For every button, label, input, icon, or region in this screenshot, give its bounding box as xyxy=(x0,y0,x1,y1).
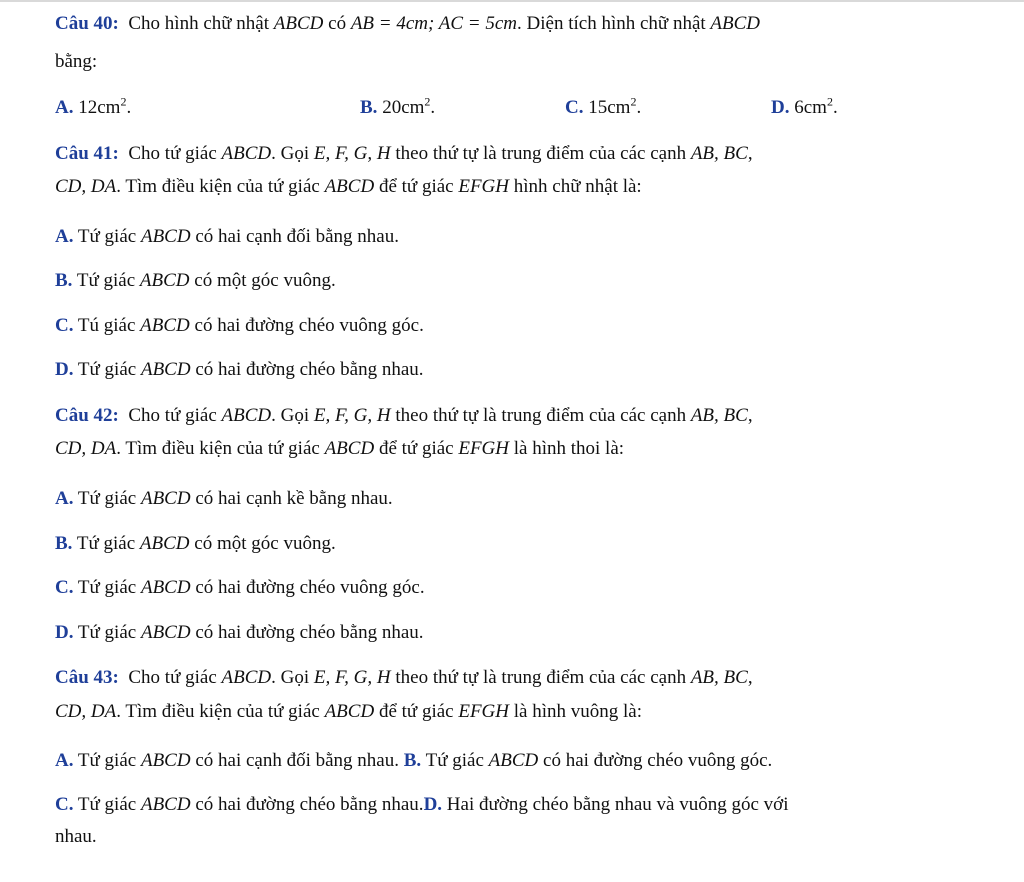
q43-option-c xyxy=(55,794,424,815)
q41-text: , xyxy=(747,143,753,164)
q41-option-a xyxy=(55,225,399,249)
option-label: A. xyxy=(55,488,74,509)
option-label: C. xyxy=(565,97,584,118)
option-label: C. xyxy=(55,577,74,598)
q42-number: Câu 42: xyxy=(55,405,119,426)
q42-option-c xyxy=(55,576,425,600)
q43-math: AB, BC xyxy=(690,667,748,688)
option-exponent: 2 xyxy=(826,94,833,109)
q43-options-row2 xyxy=(55,793,789,817)
q43-math: EFGH xyxy=(458,701,509,722)
option-math: ABCD xyxy=(139,533,190,554)
q43-text: để tứ giác xyxy=(378,701,454,722)
option-math: ABCD xyxy=(140,622,191,643)
option-label: B. xyxy=(55,533,73,554)
option-value: 12cm xyxy=(78,97,121,118)
option-text: có hai cạnh đối bằng nhau. xyxy=(195,226,399,247)
option-math: ABCD xyxy=(140,794,191,815)
q41-text: . Tìm điều kiện của tứ giác xyxy=(116,176,320,197)
option-text: có hai đường chéo vuông góc. xyxy=(543,750,773,771)
q42-text: theo thứ tự là trung điểm của các cạnh xyxy=(395,405,687,426)
q42-option-d xyxy=(55,621,424,645)
q43-option-a xyxy=(55,750,404,771)
option-math: ABCD xyxy=(488,750,539,771)
option-text: có hai cạnh kề bằng nhau. xyxy=(195,488,393,509)
option-value: 15cm xyxy=(588,97,631,118)
q42-math: EFGH xyxy=(458,438,509,459)
option-text: Tứ giác xyxy=(77,488,137,509)
option-text: Tú giác xyxy=(77,315,136,336)
q40-stem xyxy=(55,12,760,36)
q40-option-d xyxy=(771,96,838,120)
q41-math: EFGH xyxy=(458,176,509,197)
q43-option-b xyxy=(404,750,773,771)
q41-text: để tứ giác xyxy=(378,176,454,197)
option-label: B. xyxy=(360,97,378,118)
q43-text: . Tìm điều kiện của tứ giác xyxy=(116,701,320,722)
option-math: ABCD xyxy=(140,577,191,598)
q42-option-b xyxy=(55,532,336,556)
q43-text: theo thứ tự là trung điểm của các cạnh xyxy=(395,667,687,688)
q40-text: Cho hình chữ nhật xyxy=(128,13,270,34)
q42-text: , xyxy=(747,405,753,426)
q43-option-d-wrap: nhau. xyxy=(55,826,97,847)
option-text: có một góc vuông. xyxy=(194,270,336,291)
q40-number: Câu 40: xyxy=(55,13,119,34)
q40-math: ABCD xyxy=(710,13,761,34)
option-text: có hai đường chéo vuông góc. xyxy=(194,315,424,336)
q41-math: AB, BC xyxy=(690,143,748,164)
option-text: Tứ giác xyxy=(76,533,136,554)
q42-text: là hình thoi là: xyxy=(513,438,625,459)
q41-text: Cho tứ giác xyxy=(128,143,217,164)
q40-text: có xyxy=(328,13,347,34)
option-end: . xyxy=(636,97,642,118)
q40-math: ABCD xyxy=(273,13,324,34)
option-end: . xyxy=(832,97,838,118)
option-exponent: 2 xyxy=(424,94,431,109)
q40-text: . Diện tích hình chữ nhật xyxy=(517,13,706,34)
option-text: có một góc vuông. xyxy=(194,533,336,554)
q43-option-d xyxy=(424,794,789,815)
q43-options-row1 xyxy=(55,749,772,773)
option-text: có hai đường chéo vuông góc. xyxy=(195,577,425,598)
option-text: Tứ giác xyxy=(77,750,137,771)
q41-stem xyxy=(55,142,753,166)
q41-stem-line2 xyxy=(55,175,642,199)
q42-math: AB, BC xyxy=(690,405,748,426)
q43-stem xyxy=(55,666,753,690)
option-text: có hai cạnh đối bằng nhau. xyxy=(195,750,399,771)
q42-text: . Gọi xyxy=(271,405,310,426)
q43-text: là hình vuông là: xyxy=(513,701,642,722)
q43-math: ABCD xyxy=(324,701,375,722)
option-label: C. xyxy=(55,794,74,815)
option-text: có hai đường chéo bằng nhau. xyxy=(195,359,424,380)
q40-option-c xyxy=(565,96,641,120)
q42-math: CD, DA xyxy=(55,438,117,459)
option-value: 6cm xyxy=(794,97,827,118)
q43-math: CD, DA xyxy=(55,701,117,722)
q42-math: ABCD xyxy=(221,405,272,426)
top-border xyxy=(0,0,1024,2)
option-math: ABCD xyxy=(139,270,190,291)
option-text: Tứ giác xyxy=(77,794,137,815)
option-text: Tứ giác xyxy=(425,750,484,771)
option-math: ABCD xyxy=(140,359,191,380)
option-end: . xyxy=(126,97,132,118)
option-label: D. xyxy=(423,794,443,815)
option-label: D. xyxy=(55,359,74,380)
option-text: có hai đường chéo bằng nhau. xyxy=(195,622,424,643)
option-value: 20cm xyxy=(382,97,425,118)
q40-option-b xyxy=(360,96,435,120)
q42-option-a xyxy=(55,487,393,511)
q41-math: ABCD xyxy=(324,176,375,197)
q43-text: . Gọi xyxy=(271,667,310,688)
option-text: Hai đường chéo bằng nhau và vuông góc với xyxy=(446,794,789,815)
option-label: B. xyxy=(55,270,73,291)
option-text: Tứ giác xyxy=(77,622,137,643)
q42-stem xyxy=(55,404,753,428)
q41-option-d xyxy=(55,358,424,382)
q41-text: theo thứ tự là trung điểm của các cạnh xyxy=(395,143,687,164)
option-label: A. xyxy=(55,97,74,118)
q41-option-c xyxy=(55,314,424,338)
option-text: Tứ giác xyxy=(76,270,136,291)
q40-stem-line2: bằng: xyxy=(55,51,98,72)
q41-math: E, F, G, H xyxy=(313,143,391,164)
option-label: A. xyxy=(55,226,74,247)
q40-math: AB = 4cm; AC = 5cm xyxy=(350,13,518,34)
option-label: D. xyxy=(771,97,790,118)
option-text: Tứ giác xyxy=(77,226,137,247)
option-exponent: 2 xyxy=(120,94,127,109)
q42-text: để tứ giác xyxy=(378,438,454,459)
option-exponent: 2 xyxy=(630,94,637,109)
q41-math: CD, DA xyxy=(55,176,117,197)
q41-math: ABCD xyxy=(221,143,272,164)
option-label: C. xyxy=(55,315,74,336)
option-math: ABCD xyxy=(140,226,191,247)
q43-math: ABCD xyxy=(221,667,272,688)
q41-text: hình chữ nhật là: xyxy=(513,176,642,197)
option-label: A. xyxy=(55,750,74,771)
q43-stem-line2 xyxy=(55,700,642,724)
q41-number: Câu 41: xyxy=(55,143,119,164)
q42-text: Cho tứ giác xyxy=(128,405,217,426)
q42-math: ABCD xyxy=(324,438,375,459)
q42-math: E, F, G, H xyxy=(313,405,391,426)
q42-text: . Tìm điều kiện của tứ giác xyxy=(116,438,320,459)
q43-math: E, F, G, H xyxy=(313,667,391,688)
q41-text: . Gọi xyxy=(271,143,310,164)
q43-number: Câu 43: xyxy=(55,667,119,688)
option-text: có hai đường chéo bằng nhau. xyxy=(195,794,424,815)
option-end: . xyxy=(430,97,436,118)
q43-text: Cho tứ giác xyxy=(128,667,217,688)
option-text: Tứ giác xyxy=(77,577,137,598)
option-math: ABCD xyxy=(140,488,191,509)
q40-option-a xyxy=(55,96,131,120)
option-math: ABCD xyxy=(140,750,191,771)
option-label: D. xyxy=(55,622,74,643)
option-math: ABCD xyxy=(140,315,190,336)
q42-stem-line2 xyxy=(55,437,624,461)
option-label: B. xyxy=(403,750,422,771)
q43-text: , xyxy=(747,667,753,688)
q41-option-b xyxy=(55,269,336,293)
option-text: Tứ giác xyxy=(77,359,137,380)
